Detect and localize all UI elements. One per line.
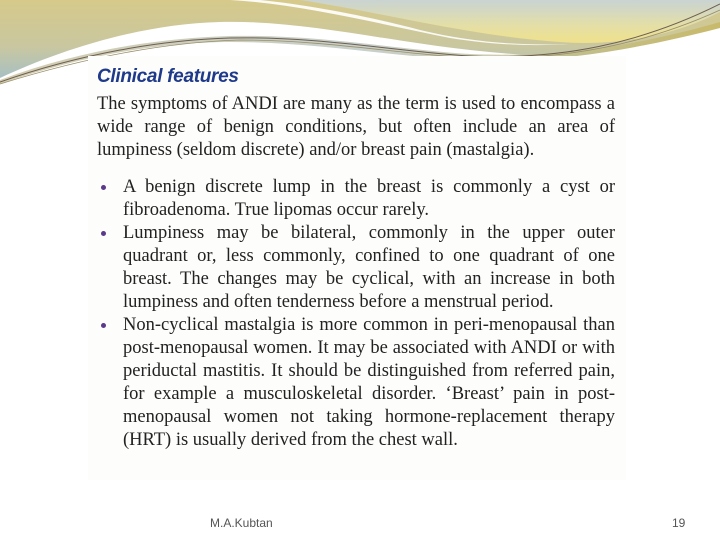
section-heading: Clinical features [97,66,239,87]
bullet-text: A benign discrete lump in the breast is commonly a cyst or fibroadenoma. True lipomas occur rarely. [123,177,615,220]
bullet-item [97,222,615,314]
bullet-text: Non-cyclical mastalgia is more common in peri-menopausal than post-menopausal women. It may be associated with ANDI or with periductal mastitis. It should be distinguished from referred pain, for example a musculoskeletal disorder. ‘Breast’ pain in post-menopausal women not taking hormone-replacement therapy (HRT) is usually derived from the chest wall. [123,315,615,450]
footer-author: M.A.Kubtan [210,516,273,530]
intro-paragraph: The symptoms of ANDI are many as the term is used to encompass a wide range of benign conditions, but often include an area of lumpiness (seldom discrete) and/or breast pain (mastalgia). [97,94,615,160]
bullet-item [97,176,615,222]
bullet-list [97,176,615,452]
bullet-icon [101,185,106,190]
bullet-icon [101,323,106,328]
page-number: 19 [672,516,686,530]
content-image [88,56,626,480]
bullet-item [97,314,615,452]
bullet-text: Lumpiness may be bilateral, commonly in the upper outer quadrant or, less commonly, confined to one quadrant of one breast. The changes may be cyclical, with an increase in both lumpiness and often tenderness before a menstrual period. [123,223,615,312]
bullet-icon [101,231,106,236]
